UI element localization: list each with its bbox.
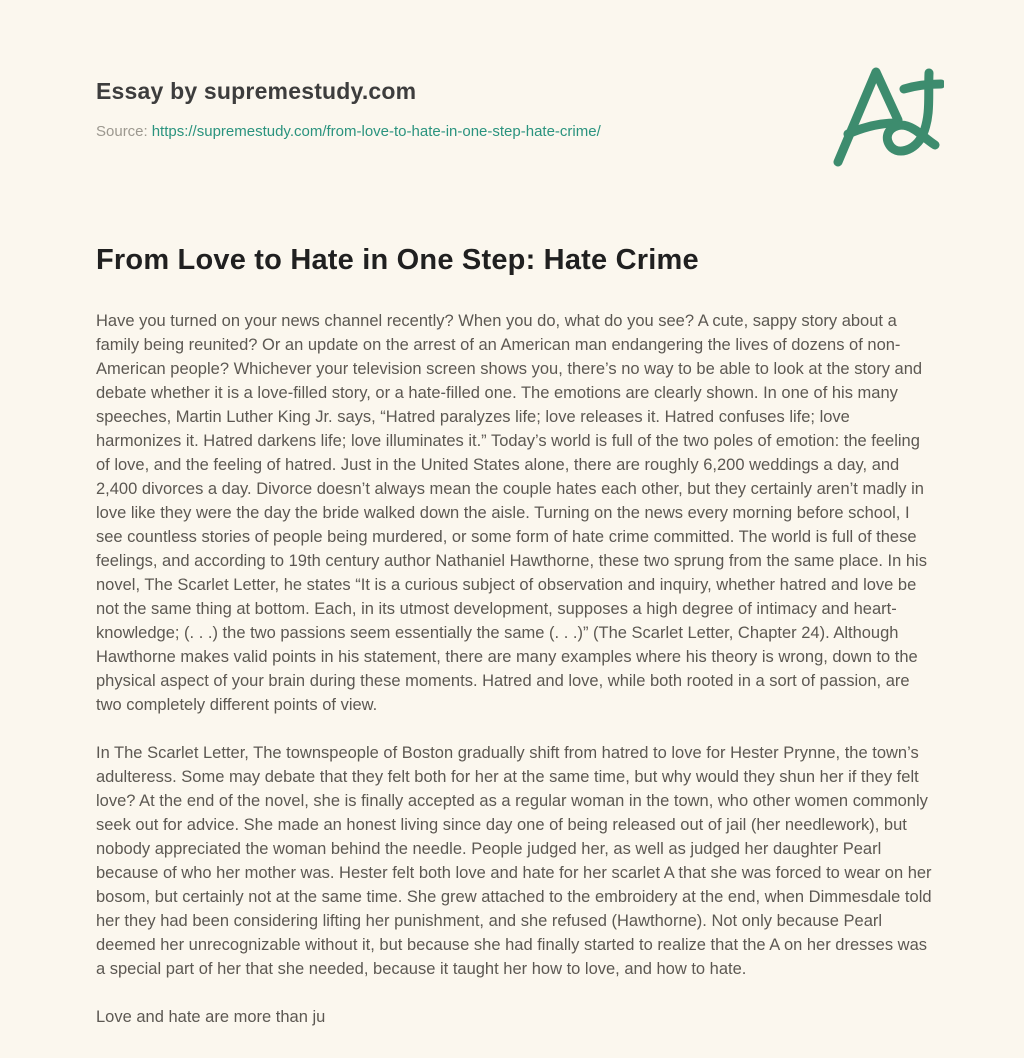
source-url-link[interactable]: https://supremestudy.com/from-love-to-hate-in-one-step-hate-crime/ (151, 123, 601, 140)
source-label: Source: (96, 123, 148, 140)
source-line (96, 123, 928, 140)
logo-plus-bar (904, 84, 941, 89)
a-plus-logo-icon (824, 60, 944, 170)
essay-paragraph-3: Love and hate are more than ju (96, 1008, 326, 1026)
essay-body (96, 309, 932, 1029)
essay-paragraph-2: In The Scarlet Letter, The townspeople of Boston gradually shift from hatred to love for Hester Prynne, the town’s adulteress. Some may debate that they felt both for her at the same time, but why would they shun her if they felt love? At the end of the novel, she is finally accepted as a regular woman in the town, who other women commonly seek out for advice. She made an honest living since day one of being released out of jail (her needlework), but nobody appreciated the woman behind the needle. People judged her, as well as judged her daughter Pearl because of who her mother was. Hester felt both love and hate for her scarlet A that she was forced to wear on her bosom, but certainly not at the same time. She grew attached to the embroidery at the end, when Dimmesdale told her they had been considering lifting her punishment, and she refused (Hawthorne). Not only because Pearl deemed her unrecognizable without it, but because she had finally started to realize that the A on her dresses was a special part of her that she needed, because it taught her how to love, and how to hate. (96, 744, 932, 978)
essay-title: From Love to Hate in One Step: Hate Crime (96, 244, 699, 276)
essay-paragraph-1: Have you turned on your news channel recently? When you do, what do you see? A cute, sappy story about a family being reunited? Or an update on the arrest of an American man endangering the lives of dozens of non-American people? Whichever your television screen shows you, there’s no way to be able to look at the story and debate whether it is a love-filled story, or a hate-filled one. The emotions are clearly shown. In one of his many speeches, Martin Luther King Jr. says, “Hatred paralyzes life; love releases it. Hatred confuses life; love harmonizes it. Hatred darkens life; love illuminates it.” Today’s world is full of the two poles of emotion: the feeling of love, and the feeling of hatred. Just in the United States alone, there are roughly 6,200 weddings a day, and 2,400 divorces a day. Divorce doesn’t always mean the couple hates each other, but they certainly aren’t madly in love like they were the day the bride walked down the aisle. Turning on the news every morning before school, I see countless stories of people being murdered, or some form of hate crime committed. The world is full of these feelings, and according to 19th century author Nathaniel Hawthorne, these two sprung from the same place. In his novel, The Scarlet Letter, he states “It is a curious subject of observation and inquiry, whether hatred and love be not the same thing at bottom. Each, in its utmost development, supposes a high degree of intimacy and heart-knowledge; (. . .) the two passions seem essentially the same (. . .)” (The Scarlet Letter, Chapter 24). Although Hawthorne makes valid points in his statement, there are many examples where his theory is wrong, down to the physical aspect of your brain during these moments. Hatred and love, while both rooted in a sort of passion, are two completely different points of view. (96, 312, 927, 714)
site-heading: Essay by supremestudy.com (96, 78, 417, 104)
